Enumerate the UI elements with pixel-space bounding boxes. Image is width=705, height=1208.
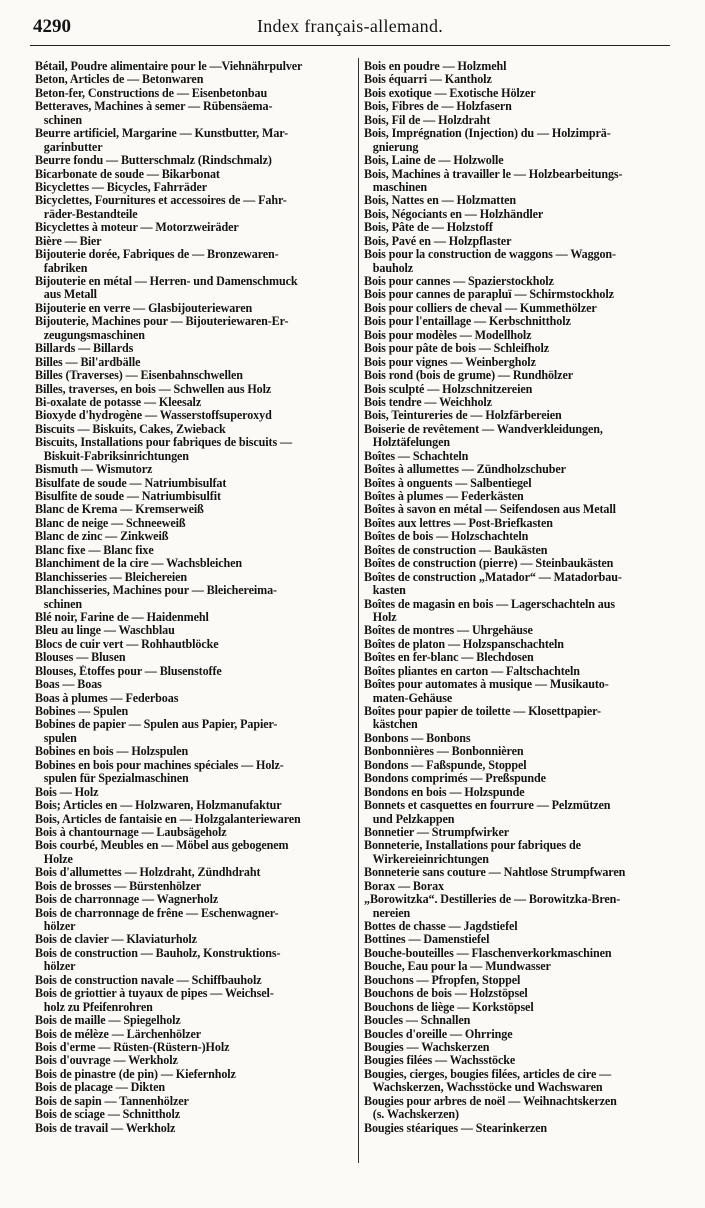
index-entry: Bijouterie dorée, Fabriques de — Bronzewaren- xyxy=(35,248,279,262)
index-entry: Bougies, cierges, bougies filées, articles de cire — xyxy=(364,1067,612,1081)
index-entry: Billes (Traverses) — Eisenbahnschwellen xyxy=(35,369,243,383)
index-entry: Bouchons de bois — Holzstöpsel xyxy=(364,987,528,1001)
index-entry: Bijouterie en métal — Herren- und Damenschmuck xyxy=(35,275,298,288)
index-entry: Bois de pinastre (de pin) — Kiefernholz xyxy=(35,1067,236,1081)
index-entry: Bicyclettes — Bicycles, Fahrräder xyxy=(35,180,208,194)
index-entry: Bottes de chasse — Jagdstiefel xyxy=(364,920,518,933)
index-entry: garinbutter xyxy=(35,140,103,154)
index-entry: Bois; Articles en — Holzwaren, Holzmanufaktur xyxy=(35,799,282,813)
index-entry: Bondons en bois — Holzspunde xyxy=(364,785,525,799)
page-number: 4290 xyxy=(33,16,71,37)
index-entry: Boas à plumes — Federboas xyxy=(35,691,179,705)
index-entry: Bois, Négociants en — Holzhändler xyxy=(364,207,544,221)
index-entry: Bois, Laine de — Holzwolle xyxy=(364,154,504,168)
index-entry: Blanchisseries — Bleichereien xyxy=(35,570,188,584)
index-entry: Bois de maille — Spiegelholz xyxy=(35,1014,181,1028)
index-entry: Bisulfite de soude — Natriumbisulfit xyxy=(35,490,221,503)
index-entry: Biscuits, Installations pour fabriques de biscuits — xyxy=(35,436,293,450)
index-entry: Bouche-bouteilles — Flaschenverkorkmaschinen xyxy=(364,946,612,960)
index-entry: Bois de sapin — Tannenhölzer xyxy=(35,1094,189,1108)
index-entry: hölzer xyxy=(35,920,76,933)
index-entry: Bi-oxalate de potasse — Kleesalz xyxy=(35,395,202,409)
index-entry: Boîtes à savon en métal — Seifendosen aus Metall xyxy=(364,503,616,517)
index-entry: Boîtes aux lettres — Post-Briefkasten xyxy=(364,516,553,530)
index-entry: Bois de charronnage — Wagnerholz xyxy=(35,893,219,907)
index-entry: fabriken xyxy=(35,261,88,275)
index-entry: Boîtes en fer-blanc — Blechdosen xyxy=(364,651,534,665)
index-entry: Blanc de Krema — Kremserweiß xyxy=(35,503,204,517)
index-entry: Bouchons — Pfropfen, Stoppel xyxy=(364,973,521,987)
index-entry: Boîtes pour papier de toilette — Klosettpapier- xyxy=(364,705,601,718)
page-title: Index français-allemand. xyxy=(256,16,444,36)
index-entry: Bois de construction navale — Schiffbauholz xyxy=(35,973,262,987)
index-entry: Bière — Bier xyxy=(35,234,102,248)
index-entry: Holz xyxy=(364,610,397,624)
index-entry: Bisulfate de soude — Natriumbisulfat xyxy=(35,476,227,490)
index-entry: kästchen xyxy=(364,718,418,732)
index-entry: Boîtes à plumes — Federkästen xyxy=(364,490,524,503)
header-rule xyxy=(30,45,670,46)
index-entry: Wachskerzen, Wachsstöcke und Wachswaren xyxy=(364,1081,603,1095)
index-entry: und Pelzkappen xyxy=(364,812,455,826)
index-entry: Bijouterie en verre — Glasbijouteriewaren xyxy=(35,301,253,315)
index-entry: holz zu Pfeifenrohren xyxy=(35,1000,153,1014)
index-entry: Biskuit-Fabriksinrichtungen xyxy=(35,449,189,463)
index-entry: Bioxyde d'hydrogène — Wasserstoffsuperoxyd xyxy=(35,409,272,423)
right-column xyxy=(364,60,674,1135)
index-entry: Bois courbé, Meubles en — Möbel aus gebogenem xyxy=(35,839,289,853)
index-entry: Boîtes pliantes en carton — Faltschachteln xyxy=(364,664,580,678)
index-entry: Wirkereieinrichtungen xyxy=(364,852,489,866)
index-entry: schinen xyxy=(35,597,83,611)
index-entry: Bois pour l'entaillage — Kerbschnittholz xyxy=(364,315,571,329)
left-column xyxy=(35,60,357,1135)
index-entry: Bois, Teintureries de — Holzfärbereien xyxy=(364,409,562,423)
index-entry: maschinen xyxy=(364,180,427,194)
index-entry: Bonnetier — Strumpfwirker xyxy=(364,825,510,839)
index-entry: Bonnets et casquettes en fourrure — Pelzmützen xyxy=(364,799,611,813)
index-entry: Bois de griottier à tuyaux de pipes — Weichsel- xyxy=(35,987,274,1001)
index-entry: Boiserie de revêtement — Wandverkleidungen, xyxy=(364,422,603,436)
index-entry: „Borowitzka“. Destilleries de — Borowitzka-Bren- xyxy=(364,893,621,907)
index-entry: Biscuits — Biskuits, Cakes, Zwieback xyxy=(35,422,226,436)
index-entry: Beton-fer, Constructions de — Eisenbetonbau xyxy=(35,86,268,100)
page-header xyxy=(30,16,670,42)
index-entry: Billes — Bil'ardbälle xyxy=(35,355,141,369)
index-entry: Blanc de neige — Schneeweiß xyxy=(35,516,186,530)
index-entry: Bougies — Wachskerzen xyxy=(364,1040,490,1054)
index-entry: nereien xyxy=(364,906,411,920)
index-entry: Bois, Nattes en — Holzmatten xyxy=(364,194,517,208)
index-entry: spulen xyxy=(35,731,77,745)
column-divider xyxy=(358,58,359,1163)
index-entry: Bois pour pâte de bois — Schleifholz xyxy=(364,342,549,356)
index-entry: Bonbons — Bonbons xyxy=(364,731,471,745)
index-entry: Bois à chantournage — Laubsägeholz xyxy=(35,825,227,839)
index-entry: Bois pour vignes — Weinbergholz xyxy=(364,355,536,369)
index-entry: Bois rond (bois de grume) — Rundhölzer xyxy=(364,369,573,383)
index-entry: Bougies filées — Wachsstöcke xyxy=(364,1054,516,1068)
index-entry: Bois, Pâte de — Holzstoff xyxy=(364,221,493,235)
index-entry: Betteraves, Machines à semer — Rübensäema- xyxy=(35,100,273,114)
index-entry: gnierung xyxy=(364,140,419,154)
index-entry: Bougies stéariques — Stearinkerzen xyxy=(364,1121,548,1135)
index-entry: Blanchisseries, Machines pour — Bleichereima- xyxy=(35,584,277,598)
index-entry: Beurre artificiel, Margarine — Kunstbutter, Mar- xyxy=(35,127,289,141)
index-entry: Bois de charronnage de frêne — Eschenwagner- xyxy=(35,906,279,920)
index-entry: Bois pour colliers de cheval — Kummethölzer xyxy=(364,301,597,315)
index-entry: Bois, Fil de — Holzdraht xyxy=(364,113,491,127)
index-entry: Blanc fixe — Blanc fixe xyxy=(35,543,154,557)
index-entry: Blocs de cuir vert — Rohhautblöcke xyxy=(35,637,219,651)
index-entry: Bottines — Damenstiefel xyxy=(364,933,490,947)
index-entry: Bois pour cannes de parapluï — Schirmstockholz xyxy=(364,288,614,302)
index-entry: bauholz xyxy=(364,261,414,275)
index-entry: Bois — Holz xyxy=(35,785,99,799)
index-entry: Bois de clavier — Klaviaturholz xyxy=(35,933,197,947)
index-entry: kasten xyxy=(364,584,406,598)
index-entry: Bonneterie, Installations pour fabriques de xyxy=(364,839,581,853)
index-entry: Boas — Boas xyxy=(35,678,102,692)
index-entry: Bois, Imprégnation (Injection) du — Holzimprä- xyxy=(364,127,611,141)
index-entry: Beton, Articles de — Betonwaren xyxy=(35,73,204,87)
index-entry: Bois sculpté — Holzschnitzereien xyxy=(364,382,533,396)
index-entry: Holztäfelungen xyxy=(364,436,450,450)
index-entry: Blé noir, Farine de — Haidenmehl xyxy=(35,610,209,624)
index-entry: Bois pour cannes — Spazierstockholz xyxy=(364,275,554,288)
index-entry: Bonneterie sans couture — Nahtlose Strumpfwaren xyxy=(364,866,626,880)
index-entry: Holze xyxy=(35,852,73,866)
index-entry: Boîtes de construction (pierre) — Steinbaukästen xyxy=(364,557,614,571)
index-entry: spulen für Spezialmaschinen xyxy=(35,772,189,786)
index-entry: Boîtes à onguents — Salbentiegel xyxy=(364,476,532,490)
index-entry: Bois, Fibres de — Holzfasern xyxy=(364,100,512,114)
index-entry: Bois d'erme — Rüsten-(Rüstern-)Holz xyxy=(35,1040,230,1054)
index-entry: hölzer xyxy=(35,960,76,974)
index-entry: Bois pour modèles — Modellholz xyxy=(364,328,532,342)
index-entry: Blouses, Étoffes pour — Blusenstoffe xyxy=(35,664,222,678)
index-entry: Bois, Pavé en — Holzpflaster xyxy=(364,234,512,248)
index-entry: Bois pour la construction de waggons — Waggon- xyxy=(364,248,616,262)
index-entry: Boîtes de montres — Uhrgehäuse xyxy=(364,624,533,638)
index-entry: Bois de mélèze — Lärchenhölzer xyxy=(35,1027,202,1041)
index-entry: Boucles d'oreille — Ohrringe xyxy=(364,1027,513,1041)
index-entry: Boîtes à allumettes — Zündholzschuber xyxy=(364,463,566,477)
index-entry: Bois de placage — Dikten xyxy=(35,1081,165,1095)
index-entry: Bouche, Eau pour la — Mundwasser xyxy=(364,960,551,974)
index-entry: Bois en poudre — Holzmehl xyxy=(364,60,507,73)
index-entry: Boîtes de magasin en bois — Lagerschachteln aus xyxy=(364,597,615,611)
index-entry: Bois de construction — Bauholz, Konstruktions- xyxy=(35,946,281,960)
index-entry: Bois, Machines à travailler le — Holzbearbeitungs- xyxy=(364,167,623,181)
index-entry: Bobines en bois pour machines spéciales — Holz- xyxy=(35,758,284,772)
index-entry: Boîtes de bois — Holzschachteln xyxy=(364,530,529,544)
index-entry: Bicarbonate de soude — Bikarbonat xyxy=(35,167,220,181)
index-entry: Bois d'ouvrage — Werkholz xyxy=(35,1054,178,1068)
index-entry: zeugungsmaschinen xyxy=(35,328,145,342)
index-entry: Boîtes de platon — Holzspanschachteln xyxy=(364,637,564,651)
index-entry: Boîtes pour automates à musique — Musikauto- xyxy=(364,678,609,692)
index-entry: Bois de sciage — Schnittholz xyxy=(35,1108,181,1122)
index-entry: maten-Gehäuse xyxy=(364,691,453,705)
index-entry: Bicyclettes à moteur — Motorzweiräder xyxy=(35,221,239,235)
index-entry: Boîtes — Schachteln xyxy=(364,449,469,463)
index-entry: Bois exotique — Exotische Hölzer xyxy=(364,86,536,100)
index-entry: Bismuth — Wismutorz xyxy=(35,463,153,477)
index-entry: Bijouterie, Machines pour — Bijouteriewaren-Er- xyxy=(35,315,289,329)
index-entry: Bois d'allumettes — Holzdraht, Zündhdraht xyxy=(35,866,261,880)
index-entry: Billards — Billards xyxy=(35,342,134,356)
index-entry: Boîtes de construction — Baukästen xyxy=(364,543,548,557)
index-entry: (s. Wachskerzen) xyxy=(364,1108,459,1122)
index-entry: Borax — Borax xyxy=(364,879,444,893)
index-entry: Bobines de papier — Spulen aus Papier, Papier- xyxy=(35,718,278,732)
index-entry: Boîtes de construction „Matador“ — Matadorbau- xyxy=(364,570,622,584)
index-entry: Bonbonnières — Bonbonnièren xyxy=(364,745,524,759)
index-entry: aus Metall xyxy=(35,288,97,302)
index-entry: Blouses — Blusen xyxy=(35,651,126,665)
index-entry: Bobines — Spulen xyxy=(35,705,129,718)
index-entry: räder-Bestandteile xyxy=(35,207,138,221)
index-entry: Beurre fondu — Butterschmalz (Rindschmalz) xyxy=(35,154,272,168)
index-entry: Bétail, Poudre alimentaire pour le —Viehnährpulver xyxy=(35,60,303,73)
index-entry: Bondons comprimés — Preßspunde xyxy=(364,772,546,786)
index-entry: Bois tendre — Weichholz xyxy=(364,395,492,409)
index-entry: Bicyclettes, Fournitures et accessoires de — Fahr- xyxy=(35,194,287,208)
index-entry: Bouchons de liège — Korkstöpsel xyxy=(364,1000,534,1014)
index-entry: Bobines en bois — Holzspulen xyxy=(35,745,189,759)
index-entry: Bois de travail — Werkholz xyxy=(35,1121,176,1135)
index-entry: Boucles — Schnallen xyxy=(364,1014,471,1028)
index-entry: Billes, traverses, en bois — Schwellen aus Holz xyxy=(35,382,272,396)
index-entry: Blanc de zinc — Zinkweiß xyxy=(35,530,169,544)
index-entry: Bois de brosses — Bürstenhölzer xyxy=(35,879,201,893)
index-entry: Bleu au linge — Waschblau xyxy=(35,624,175,638)
index-entry: schinen xyxy=(35,113,83,127)
index-entry: Blanchiment de la cire — Wachsbleichen xyxy=(35,557,243,571)
index-entry: Bois, Articles de fantaisie en — Holzgalanteriewaren xyxy=(35,812,301,826)
index-entry: Bondons — Faßspunde, Stoppel xyxy=(364,758,527,772)
index-entry: Bois équarri — Kantholz xyxy=(364,73,492,87)
index-entry: Bougies pour arbres de noël — Weihnachtskerzen xyxy=(364,1094,617,1108)
